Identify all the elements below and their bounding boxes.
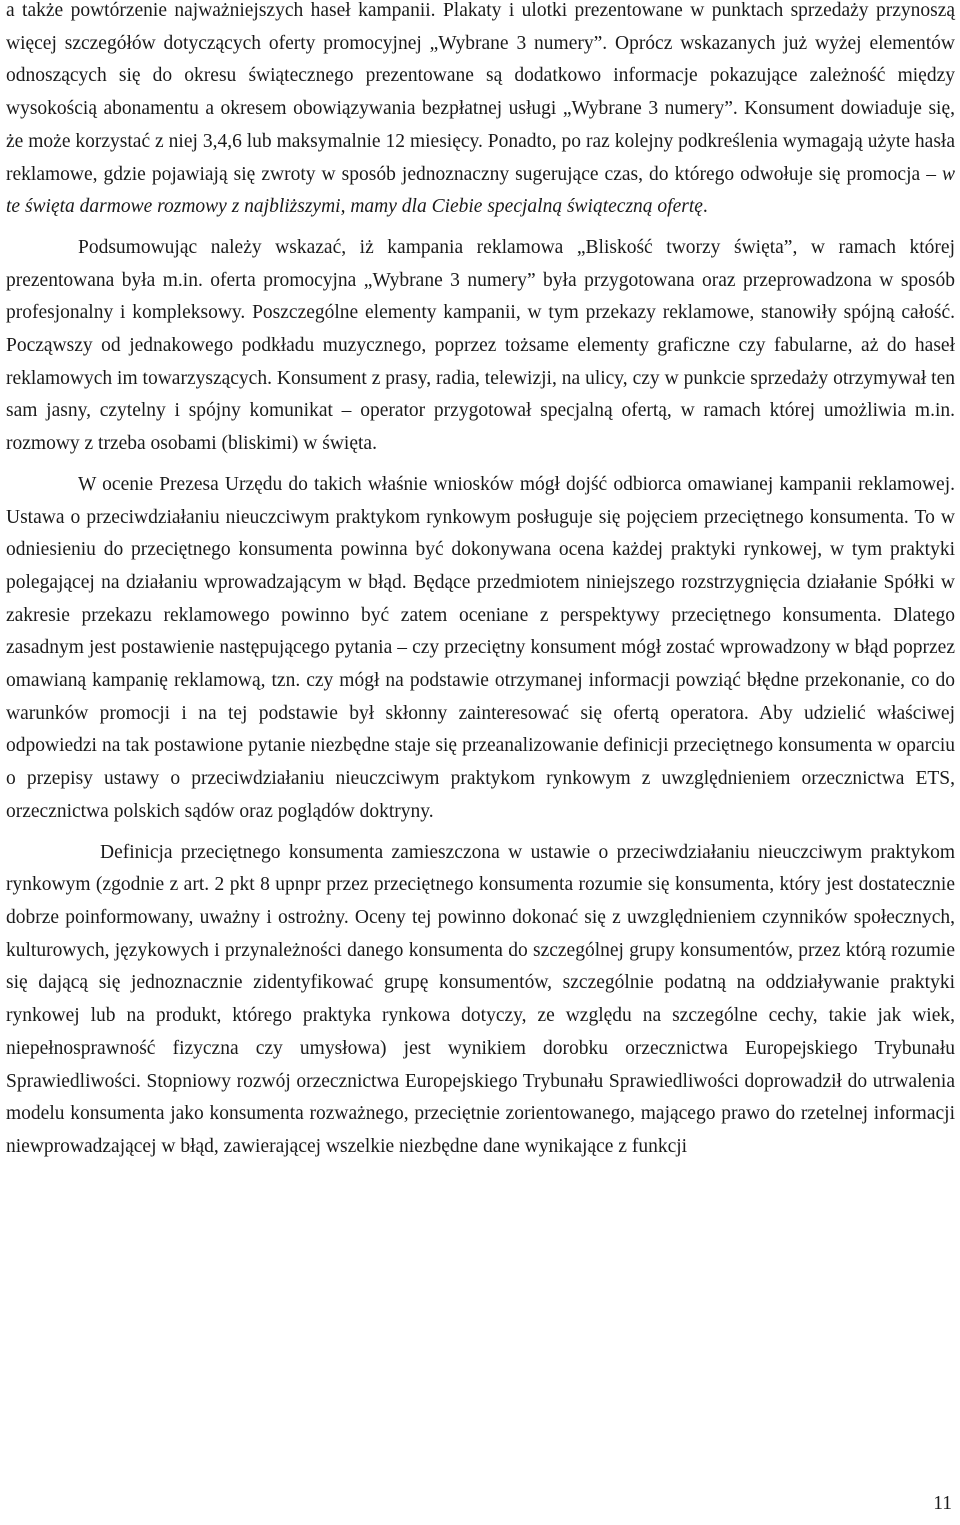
paragraph-3 <box>6 469 955 829</box>
paragraph-2 <box>6 232 955 461</box>
paragraph-1-italic-slogans: w te święta darmowe rozmowy z najbliższymi, mamy dla Ciebie specjalną świąteczną ofertę <box>6 163 955 218</box>
paragraph-1-end: . <box>702 196 708 218</box>
paragraph-3-text: W ocenie Prezesa Urzędu do takich właśnie wniosków mógł dojść odbiorca omawianej kampanii reklamowej. Ustawa o przeciwdziałaniu nieuczciwym praktykom rynkowym posługuje się pojęciem przeciętnego konsumenta. To w odniesieniu do przeciętnego konsumenta powinna być dokonywana ocena każdej praktyki rynkowej, w tym praktyki polegającej na działaniu wprowadzającym w błąd. Będące przedmiotem niniejszego rozstrzygnięcia działanie Spółki w zakresie przekazu reklamowego powinno być zatem oceniane z perspektywy przeciętnego konsumenta. Dlatego zasadnym jest postawienie następującego pytania – czy przeciętny konsument mógł zostać wprowadzony w błąd poprzez omawianą kampanię reklamową, tzn. czy mógł na podstawie otrzymanej informacji powziąć błędne przekonanie, co do warunków promocji i na tej podstawie był skłonny zainteresować się ofertą operatora. Aby udzielić właściwej odpowiedzi na tak postawione pytanie niezbędne staje się przeanalizowanie definicji przeciętnego konsumenta w oparciu o przepisy ustawy o przeciwdziałaniu nieuczciwym praktykom rynkowym z uwzględnieniem orzecznictwa ETS, orzecznictwa polskich sądów oraz poglądów doktryny. <box>6 473 955 822</box>
paragraph-4-text: Definicja przeciętnego konsumenta zamieszczona w ustawie o przeciwdziałaniu nieuczciwym praktykom rynkowym (zgodnie z art. 2 pkt 8 upnpr przez przeciętnego konsumenta rozumie się konsumenta, który jest dostatecznie dobrze poinformowany, uważny i ostrożny. Oceny tej powinno dokonać się z uwzględnieniem czynników społecznych, kulturowych, językowych i przynależności danego konsumenta do szczególnej grupy konsumentów, przez którą rozumie się dającą się jednoznacznie zidentyfikować grupę konsumentów, szczególnie podatną na oddziaływanie praktyki rynkowej lub na produkt, którego praktyka rynkowa dotyczy, ze względu na szczególne cechy, takie jak wiek, niepełnosprawność fizyczna czy umysłowa) jest wynikiem dorobku orzecznictwa Europejskiego Trybunału Sprawiedliwości. Stopniowy rozwój orzecznictwa Europejskiego Trybunału Sprawiedliwości doprowadził do utrwalenia modelu konsumenta jako konsumenta rozważnego, przeciętnie zorientowanego, mającego prawo do rzetelnej informacji niewprowadzającej w błąd, zawierającej wszelkie niezbędne dane wynikające z funkcji <box>6 841 955 1157</box>
page-number: 11 <box>933 1493 952 1514</box>
paragraph-2-text: Podsumowując należy wskazać, iż kampania reklamowa „Bliskość tworzy święta”, w ramach której prezentowana była m.in. oferta promocyjna „Wybrane 3 numery” była przygotowana oraz przeprowadzona w sposób profesjonalny i kompleksowy. Poszczególne elementy kampanii, w tym przekazy reklamowe, stanowiły spójną całość. Począwszy od jednakowego podkładu muzycznego, poprzez tożsame elementy graficzne czy fabularne, aż do haseł reklamowych im towarzyszących. Konsument z prasy, radia, telewizji, na ulicy, czy w punkcie sprzedaży otrzymywał ten sam jasny, czytelny i spójny komunikat – operator przygotował specjalną ofertą, w ramach której umożliwia m.in. rozmowy z trzeba osobami (bliskimi) w święta. <box>6 236 955 455</box>
paragraph-1 <box>6 0 955 224</box>
document-page <box>6 0 955 1164</box>
paragraph-1-text: a także powtórzenie najważniejszych haseł kampanii. Plakaty i ulotki prezentowane w punktach sprzedaży przynoszą więcej szczegółów dotyczących oferty promocyjnej „Wybrane 3 numery”. Oprócz wskazanych już wyżej elementów odnoszących się do okresu świątecznego prezentowane są dodatkowo informacje pokazujące zależność między wysokością abonamentu a okresem obowiązywania bezpłatnej usługi „Wybrane 3 numery”. Konsument dowiaduje się, że może korzystać z niej 3,4,6 lub maksymalnie 12 miesięcy. Ponadto, po raz kolejny podkreślenia wymagają użyte hasła reklamowe, gdzie pojawiają się zwroty w sposób jednoznaczny sugerujące czas, do którego odwołuje się promocja – <box>6 0 955 185</box>
paragraph-4 <box>6 837 955 1164</box>
